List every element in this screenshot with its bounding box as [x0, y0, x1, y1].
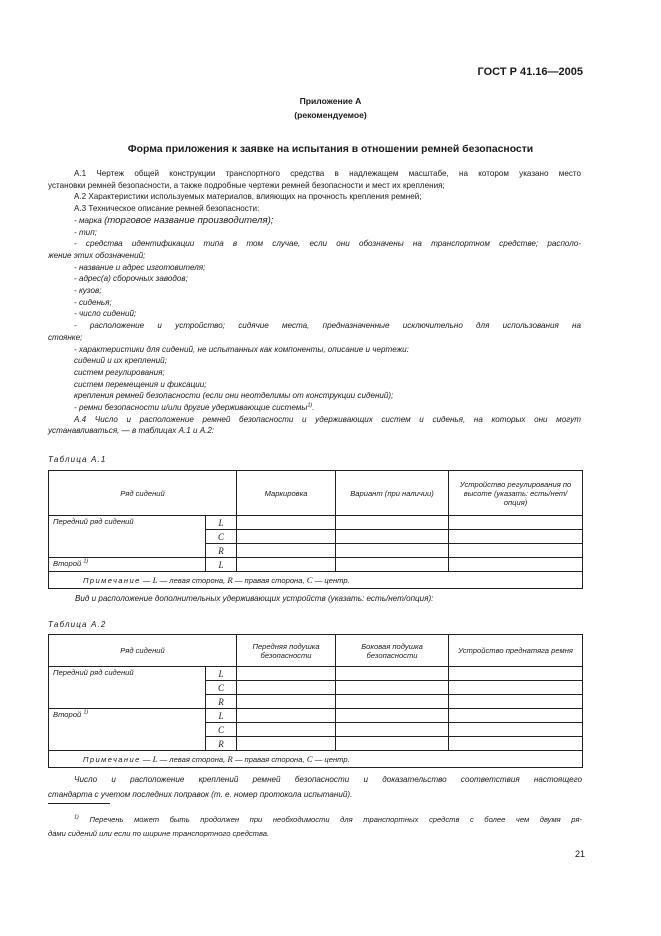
- table-a2-header-front-airbag: Передняя подушка безопасности: [237, 635, 336, 667]
- body-text: [48, 168, 581, 437]
- item-move-systems: систем перемещения и фиксации;: [74, 379, 207, 389]
- table-cell: [336, 516, 449, 530]
- table-a1-header-row: [49, 471, 583, 516]
- position-letter: L: [206, 667, 237, 681]
- table-a1-front-row-label: Передний ряд сидений: [49, 516, 206, 558]
- table-row: [49, 516, 583, 530]
- final-paragraph: [48, 773, 582, 802]
- footnote-ref: 1): [307, 402, 313, 409]
- table-cell: [237, 530, 336, 544]
- table-a2-note: [49, 751, 583, 768]
- item-a4-line1: А.4 Число и расположение ремней безопасности и удерживающих систем и сиденья, на которых они могут: [74, 414, 581, 424]
- item-ident-line2: жение этих обозначений;: [48, 250, 146, 260]
- table-cell: [449, 516, 583, 530]
- item-a3: А.3 Техническое описание ремней безопасности:: [74, 204, 260, 214]
- table-cell: [336, 544, 449, 558]
- table-cell: [336, 530, 449, 544]
- table-a2: [48, 634, 583, 768]
- position-letter: L: [206, 516, 237, 530]
- annex-title: Приложение А: [299, 96, 362, 106]
- table-cell: [449, 530, 583, 544]
- position-letter: C: [206, 681, 237, 695]
- position-letter: R: [206, 737, 237, 751]
- table-cell: [237, 681, 336, 695]
- table-a1-header-height-adjust: Устройство регулирования по высоте (указать: есть/нет/опция): [449, 471, 583, 516]
- position-letter: R: [206, 695, 237, 709]
- table-a2-caption: Таблица А.2: [48, 620, 107, 629]
- table-a2-front-row-label: Передний ряд сидений: [49, 667, 206, 709]
- table-a1-second-row-label: Второй $^{1)}$: [49, 558, 206, 572]
- item-seat-chars: - характеристики для сидений, не испытанных как компоненты, описание и чертежи:: [74, 344, 409, 354]
- item-body: - кузов;: [74, 286, 102, 296]
- table-a1-header-seat-row: Ряд сидений: [49, 471, 237, 516]
- table-cell: [237, 558, 336, 572]
- item-seat-count: - число сидений;: [74, 309, 137, 319]
- footnote: [48, 813, 582, 841]
- page-number: 21: [574, 849, 585, 859]
- table-a1: [48, 470, 583, 589]
- item-a1-line1: А.1 Чертеж общей конструкции транспортного средства в надлежащем масштабе, на котором указано место: [74, 169, 581, 178]
- item-ident-line1: - средства идентификации типа в том случае, если они обозначены на транспортном средстве; располо-: [74, 239, 581, 249]
- table-cell: [449, 544, 583, 558]
- table-cell: [237, 709, 336, 723]
- table-cell: [449, 723, 583, 737]
- table-cell: [237, 737, 336, 751]
- table-cell: [237, 516, 336, 530]
- table-cell: [336, 667, 449, 681]
- table-cell: [449, 558, 583, 572]
- table-cell: [336, 681, 449, 695]
- table-a1-note: [49, 572, 583, 589]
- position-letter: L: [206, 558, 237, 572]
- table-cell: [336, 737, 449, 751]
- table-cell: [449, 709, 583, 723]
- item-belt-anchorages: крепления ремней безопасности (если они неотделимы от конструкции сидений);: [74, 391, 394, 401]
- item-seats-anchorages: сидений и их креплений;: [74, 356, 167, 366]
- final-line1: Число и расположение креплений ремней безопасности и доказательство соответствия настоящего: [74, 775, 582, 784]
- position-letter: C: [206, 723, 237, 737]
- table-note-text: Примечание — L — левая сторона, R — правая сторона, C — центр.: [83, 754, 350, 764]
- position-letter: C: [206, 530, 237, 544]
- item-maker: - название и адрес изготовителя;: [74, 262, 206, 272]
- item-seats: - сиденья;: [74, 297, 112, 307]
- table-cell: [336, 723, 449, 737]
- footnote-line2: дами сидений или если по ширине транспортного средства.: [48, 829, 270, 838]
- footnote-line1: $^{1)}$ Перечень может быть продолжен при необходимости для транспортных средств с более чем двумя ря-: [74, 814, 582, 824]
- item-adjust-systems: систем регулирования;: [74, 367, 165, 377]
- table-a2-header-side-airbag: Боковая подушка безопасности: [336, 635, 449, 667]
- table-cell: [336, 695, 449, 709]
- item-a4-line2: устанавливаться, — в таблицах А.1 и А.2:: [48, 426, 215, 436]
- item-plants: - адрес(а) сборочных заводов;: [74, 274, 188, 284]
- table-cell: [449, 737, 583, 751]
- item-type: - тип;: [74, 227, 97, 237]
- final-line2: стандарта с учетом последних поправок (т. е. номер протокола испытаний).: [48, 789, 353, 799]
- item-belts: - ремни безопасности и/или другие удерживающие системы$^{1)}$.: [74, 402, 315, 413]
- position-letter: R: [206, 544, 237, 558]
- table-cell: [237, 723, 336, 737]
- table-cell: [449, 667, 583, 681]
- table-cell: [336, 709, 449, 723]
- table-row: [49, 667, 583, 681]
- table-cell: [237, 667, 336, 681]
- table-row: [49, 709, 583, 723]
- table-cell: [237, 544, 336, 558]
- item-a2: А.2 Характеристики используемых материалов, влияющих на прочность крепления ремней;: [74, 192, 422, 202]
- table-a2-header-seat-row: Ряд сидений: [49, 635, 237, 667]
- table-cell: [449, 681, 583, 695]
- table-a2-second-row-label: Второй $^{1)}$: [49, 709, 206, 751]
- table-cell: [449, 695, 583, 709]
- document-title: Форма приложения к заявке на испытания в отношении ремней безопасности: [127, 144, 534, 155]
- item-layout-line2: стоянке;: [48, 332, 83, 342]
- table-a1-caption: Таблица А.1: [48, 455, 107, 464]
- table-a1-header-marking: Маркировка: [237, 471, 336, 516]
- table-cell: [237, 695, 336, 709]
- table-a1-header-variant: Вариант (при наличии): [336, 471, 449, 516]
- annex-status: (рекомендуемое): [294, 110, 367, 120]
- position-letter: L: [206, 709, 237, 723]
- table-a2-header-row: [49, 635, 583, 667]
- item-layout-line1: - расположение и устройство; сидячие места, предназначенные исключительно для использования на: [74, 321, 581, 331]
- footnote-divider: [48, 803, 110, 804]
- table-note-text: Примечание — L — левая сторона, R — правая сторона, C — центр.: [83, 575, 350, 585]
- item-a1-line2: установки ремней безопасности, а также подробные чертежи ремней безопасности и мест их крепления;: [48, 180, 445, 190]
- table-cell: [336, 558, 449, 572]
- table-row: [49, 558, 583, 572]
- standard-number: ГОСТ Р 41.16—2005: [477, 66, 583, 78]
- table-a2-header-pretensioner: Устройство преднатяга ремня: [449, 635, 583, 667]
- item-mark: - марка (торговое название производителя);: [74, 214, 274, 226]
- additional-devices-text: Вид и расположение дополнительных удерживающих устройств (указать: есть/нет/опция):: [75, 594, 434, 603]
